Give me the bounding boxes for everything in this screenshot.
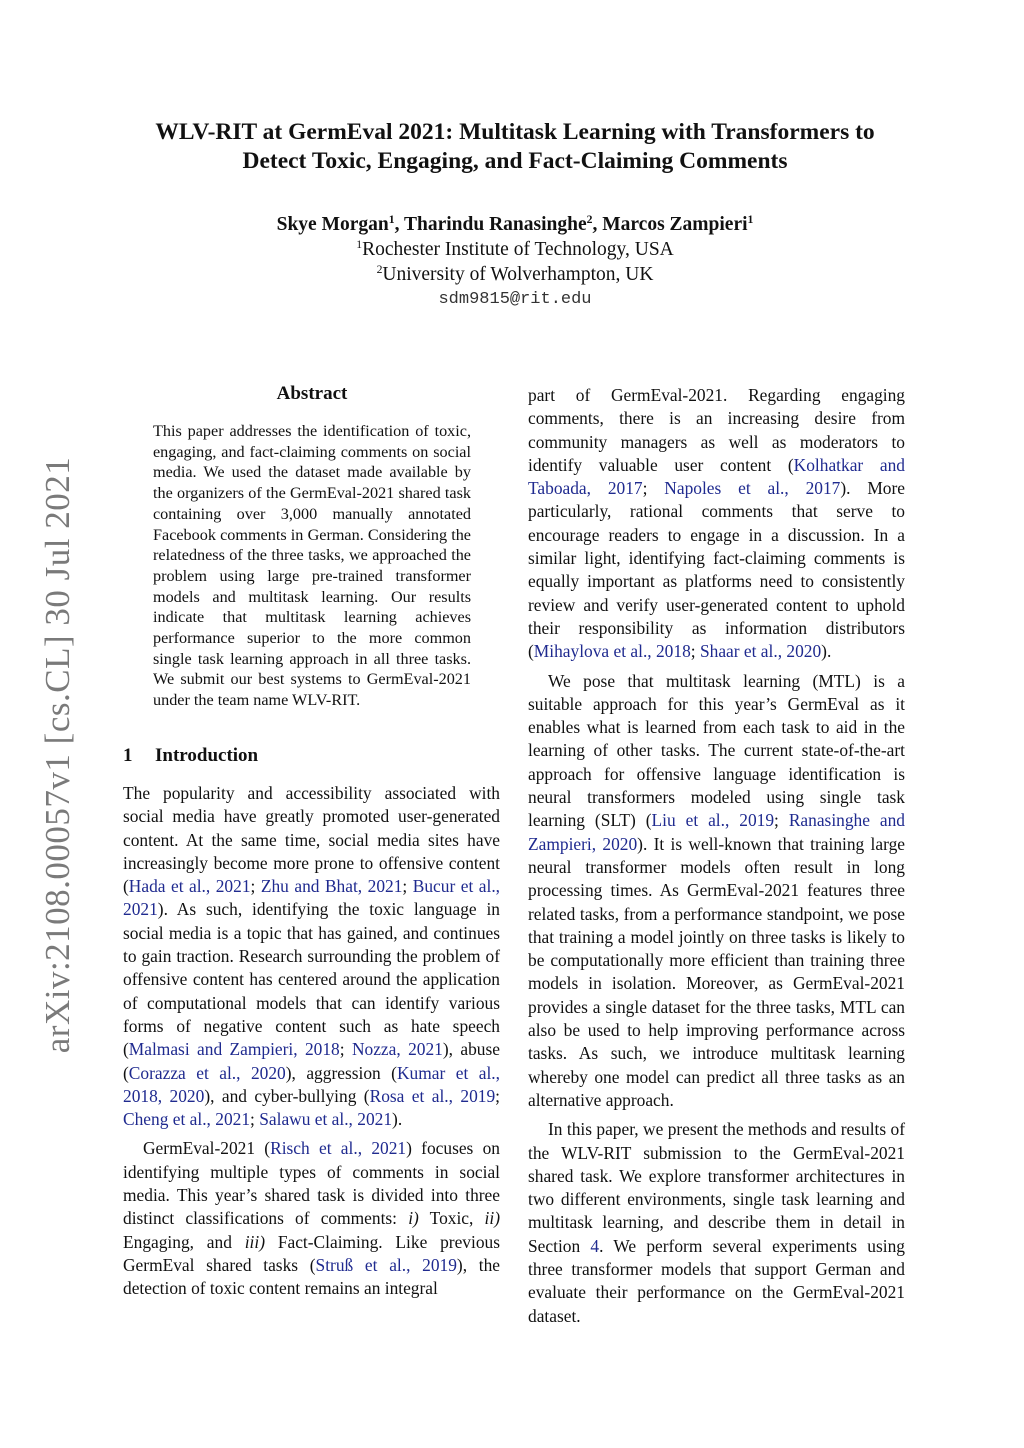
paragraph-text: ), the detection of toxic content remains an integral (123, 1254, 501, 1299)
paragraph-text: Toxic, (418, 1208, 485, 1229)
paper-title (100, 118, 930, 176)
paragraph-text: ), aggression ( (285, 1062, 397, 1083)
citation-link[interactable]: Salawu et al., 2021 (259, 1109, 393, 1130)
author-2-affiliation-mark: 2 (586, 212, 593, 226)
citation-separator: ; (774, 810, 789, 831)
citation-link[interactable]: Corazza et al., 2020 (128, 1062, 286, 1083)
title-line-2: Detect Toxic, Engaging, and Fact-Claiming Comments (242, 148, 788, 174)
intro-paragraph-2 (123, 1137, 500, 1300)
paragraph-text: ). More particularly, rational comments that serve to encourage readers to engage in a discussion. In a similar light, identifying fact-claiming comments is equally important as platforms need to consistently review and verify user-generated content to uphold their responsibility as information distributors ( (528, 478, 905, 662)
paragraph-text: ), abuse ( (123, 1039, 500, 1083)
author-3-affiliation-mark: 1 (747, 212, 754, 226)
right-column (528, 384, 905, 1328)
title-line-1: WLV-RIT at GermEval 2021: Multitask Learning with Transformers to (155, 119, 875, 145)
paragraph-text: ). (392, 1109, 403, 1130)
affiliation-1-mark: 1 (356, 237, 363, 251)
intro-paragraph-1 (123, 782, 500, 1131)
paragraph-text: part of GermEval-2021. Regarding engaging comments, there is an increasing desire from community managers as well as moderators to identify valuable user content ( (528, 385, 905, 475)
paragraph-text: Engaging, and (123, 1231, 245, 1252)
paragraph-text: ). As such, identifying the toxic language in social media is a topic that has gained, and continues to gain traction. Research surrounding the problem of offensive content has centered around the application of computational models that can identify various forms of negative content such as hate speech ( (123, 899, 500, 1060)
author-block (100, 212, 930, 312)
author-3-name: Marcos Zampieri (602, 214, 748, 235)
affiliation-2 (100, 262, 930, 287)
citation-link[interactable]: Mihaylova et al., 2018 (533, 641, 691, 662)
paragraph-text: ) focuses on identifying multiple types of comments in social media. This year’s shared task is divided into three distinct classifications of comments: (123, 1138, 500, 1229)
citation-separator: ; (402, 876, 413, 897)
citation-separator: ; (690, 641, 700, 662)
citation-separator: ; (495, 1085, 500, 1106)
list-marker: i) (408, 1208, 419, 1229)
citation-link[interactable]: Hada et al., 2021 (128, 876, 251, 897)
intro-paragraph-5 (528, 1118, 905, 1328)
citation-separator: ; (642, 478, 665, 499)
paragraph-text: We pose that multitask learning (MTL) is a suitable approach for this year’s GermEval as it enables what is learned from each task to aid in the learning of other tasks. The current state-of-the-art approach for offensive language identification is neural transformers modeled using single task learning (SLT) ( (528, 670, 905, 831)
author-1-name: Skye Morgan (276, 214, 389, 235)
citation-link[interactable]: Cheng et al., 2021 (123, 1109, 251, 1130)
abstract-body: This paper addresses the identification of toxic, engaging, and fact-claiming comments on social media. We used the dataset made available by the organizers of the GermEval-2021 shared task containing over 3,000 manually annotated Facebook comments in German. Considering the relatedness of the three tasks, we approached the problem using large pre-trained transformer models and multitask learning. Our results indicate that multitask learning achieves performance superior to the more common single task learning approach in all three tasks. We submit our best systems to GermEval-2021 under the team name WLV-RIT. (153, 422, 471, 710)
citation-link[interactable]: Malmasi and Zampieri, 2018 (128, 1039, 340, 1060)
citation-separator: ; (250, 876, 261, 897)
list-marker: iii) (244, 1231, 266, 1252)
citation-link[interactable]: Risch et al., 2021 (270, 1138, 407, 1159)
arxiv-stamp-text: arXiv:2108.00057v1 [cs.CL] 30 Jul 2021 (38, 456, 78, 1054)
citation-link[interactable]: Bucur et al., 2021 (123, 876, 501, 920)
affiliation-2-text: University of Wolverhampton, UK (382, 264, 654, 285)
paragraph-text: In this paper, we present the methods and results of the WLV-RIT submission to the GermEval-2021 shared task. We explore transformer architectures in two different environments, single task learning and multitask learning, and describe them in detail in Section (528, 1119, 905, 1256)
paragraph-text: ), and cyber-bullying ( (204, 1085, 370, 1106)
abstract-heading: Abstract (276, 383, 348, 404)
citation-link[interactable]: Shaar et al., 2020 (699, 641, 822, 662)
intro-paragraph-4 (528, 670, 905, 1113)
section-number: 1 (123, 745, 133, 766)
intro-paragraph-3 (528, 384, 905, 664)
affiliation-2-mark: 2 (376, 262, 383, 276)
citation-link[interactable]: Liu et al., 2019 (651, 810, 775, 831)
citation-link[interactable]: Nozza, 2021 (351, 1039, 443, 1060)
citation-link[interactable]: Kumar et al., 2018, 2020 (123, 1062, 500, 1106)
citation-separator: ; (250, 1109, 260, 1130)
citation-link[interactable]: Ranasinghe and Zampieri, 2020 (528, 810, 905, 854)
paragraph-text: Fact-Claiming. Like previous GermEval shared tasks ( (123, 1231, 500, 1275)
affiliation-1 (100, 237, 930, 262)
paragraph-text: The popularity and accessibility associated with social media have greatly promoted user-generated content. At the same time, social media sites have increasingly become more prone to offensive content ( (123, 783, 500, 897)
citation-link[interactable]: Rosa et al., 2019 (369, 1085, 496, 1106)
paragraph-text: . We perform several experiments using three transformer models that support German and evaluate their performance on the GermEval-2021 dataset. (528, 1235, 905, 1326)
citation-separator: ; (339, 1039, 352, 1060)
section-heading-introduction (123, 745, 258, 767)
author-2-name: Tharindu Ranasinghe (403, 214, 587, 235)
author-1-affiliation-mark: 1 (388, 212, 395, 226)
section-reference-link[interactable]: 4 (590, 1235, 600, 1256)
arxiv-identifier-stamp (28, 455, 88, 1055)
left-column (123, 782, 500, 1301)
citation-link[interactable]: Zhu and Bhat, 2021 (260, 876, 403, 897)
list-marker: ii) (484, 1208, 500, 1229)
paragraph-text: ). It is well-known that training large neural transformer models often result in long processing times. As GermEval-2021 features three related tasks, from a performance standpoint, we pose that training a model jointly on three tasks is likely to be computationally more efficient than training three models in isolation. Moreover, as GermEval-2021 provides a single dataset for the three tasks, MTL can also be used to help improving performance across tasks. As such, we introduce multitask learning whereby one model can predict all three tasks as an alternative approach. (528, 833, 905, 1110)
author-names: Skye Morgan$^1$, Tharindu Ranasinghe$^2$, Marcos Zampieri$^1$ (276, 212, 754, 235)
citation-link[interactable]: Struß et al., 2019 (315, 1254, 457, 1275)
citation-link[interactable]: Napoles et al., 2017 (664, 478, 841, 499)
paragraph-text: GermEval-2021 ( (143, 1138, 271, 1159)
citation-link[interactable]: Kolhatkar and Taboada, 2017 (528, 454, 905, 499)
author-email: sdm9815@rit.edu (438, 290, 592, 309)
section-title: Introduction (155, 745, 259, 766)
affiliation-1-text: Rochester Institute of Technology, USA (362, 239, 674, 260)
paragraph-text: ). (821, 641, 832, 662)
